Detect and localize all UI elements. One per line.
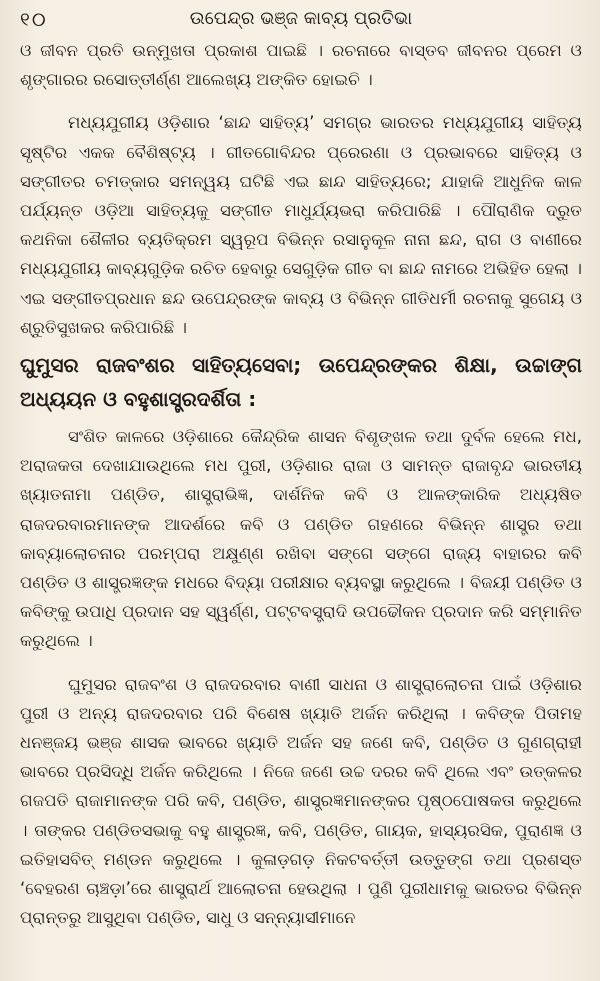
- paragraph-royal-courts: ସଂଶିତ କାଳରେ ଓଡ଼ିଶାରେ କୈନ୍ଦ୍ରିକ ଶାସନ ବିଶୃଙ୍ଖଳ ତଥା ଦୁର୍ବଳ ହେଲେ ମଧ, ଅରାଜକତା ଦେଖାଯାଉଥିଲେ ମଧ ପୁରୀ, ଓଡ଼ିଶାର ରାଜା ଓ ସାମନ୍ତ ରାଜାବୃନ୍ଦ ଭାରତୀୟ ଖ୍ୟାତନାମା ପଣ୍ଡିତ, ଶାସ୍ତ୍ରାଭିଜ୍ଞ, ଦାର୍ଶନିକ କବି ଓ ଆଳଙ୍କାରିକ ଅଧ୍ୟଷିତ ରାଜଦରବାରମାନଙ୍କ ଆଦର୍ଶରେ କବି ଓ ପଣ୍ଡିତ ଗହଣରେ ବିଭିନ୍ନ ଶାସ୍ତ୍ର ତଥା କାବ୍ୟାଲୋଚନାର ପରମ୍ପରା ଅକ୍ଷୁଣ୍ଣ ରଖିବା ସଙ୍ଗେ ସଙ୍ଗେ ରାଜ୍ୟ ବାହାରର କବି ପଣ୍ଡିତ ଓ ଶାସ୍ତ୍ରଜ୍ଞଙ୍କ ମଧରେ ବିଦ୍ୟା ପରୀକ୍ଷାର ବ୍ୟବସ୍ଥା କରୁଥିଲେ । ବିଜୟୀ ପଣ୍ଡିତ ଓ କବିଙ୍କୁ ଉପାଧି ପ୍ରଦାନ ସହ ସ୍ୱର୍ଣ୍ଣ, ପଟ୍ଟବସ୍ତ୍ରାଦି ଉପଢୌକନ ପ୍ରଦାନ କରି ସମ୍ମାନିତ କରୁଥିଲେ ।: [20, 427, 582, 651]
- page-header: [20, 0, 582, 36]
- page-body: [20, 36, 582, 932]
- paragraph-continued: ଓ ଜୀବନ ପ୍ରତି ଉନ୍ମୁଖତା ପ୍ରକାଶ ପାଇଛି । ରଚନାରେ ବାସ୍ତବ ଜୀବନର ପ୍ରେମ ଓ ଶୃଙ୍ଗାରର ରସୋତ୍ତୀର୍ଣ୍ଣ ଆଲେଖ୍ୟ ଅଙ୍କିତ ହୋଇଚି ।: [20, 41, 582, 90]
- running-title: ଉପେନ୍ଦ୍ର ଭଞ୍ଜ କାବ୍ୟ ପ୍ରତିଭା: [189, 8, 413, 29]
- paragraph-ghumusar-dynasty: ଘୁମୁସର ରାଜବଂଶ ଓ ରାଜଦରବାର ବାଣୀ ସାଧନା ଓ ଶାସ୍ତ୍ରାଲୋଚନା ପାଇଁ ଓଡ଼ିଶାର ପୁରୀ ଓ ଅନ୍ୟ ରାଜଦରବାର ପରି ବିଶେଷ ଖ୍ୟାତି ଅର୍ଜନ କରିଥିଲା । କବିଙ୍କ ପିତାମହ ଧନଞ୍ଜୟ ଭଞ୍ଜ ଶାସକ ଭାବରେ ଖ୍ୟାତି ଅର୍ଜନ ସହ ଜଣେ କବି, ପଣ୍ଡିତ ଓ ଗୁଣଗ୍ରାହୀ ଭାବରେ ପ୍ରସିଦ୍ଧି ଅର୍ଜନ କରିଥିଲେ । ନିଜେ ଜଣେ ଉଚ୍ଚ ଦରର କବି ଥିଲେ ଏବଂ ଉତ୍କଳର ଗଜପତି ରାଜାମାନଙ୍କ ପରି କବି, ପଣ୍ଡିତ, ଶାସ୍ତ୍ରଜ୍ଞମାନଙ୍କର ପୃଷ୍ଠପୋଷକତା କରୁଥିଲେ । ତାଙ୍କର ପଣ୍ଡିତସଭାକୁ ବହୁ ଶାସ୍ତ୍ରଜ୍ଞ, କବି, ପଣ୍ଡିତ, ଗାୟକ, ହାସ୍ୟରସିକ, ପୁରାଣଜ୍ଞ ଓ ଇତିହାସବିତ୍ ମଣ୍ଡନ କରୁଥିଲେ । କୁଳାଡ଼ଗଡ଼ ନିକଟବର୍ତ୍ତୀ ଉତ୍ତୁଙ୍ଗ ତଥା ପ୍ରଶସ୍ତ ‘ବେହରଣ ଚାଞ୍ଚଡ଼ା’ରେ ଶାସ୍ତ୍ରାର୍ଥ ଆଲୋଚନା ହେଉଥିଲା । ପୁଣି ପୁରୀଧାମକୁ ଭାରତର ବିଭିନ୍ନ ପ୍ରାନ୍ତରୁ ଆସୁଥିବା ପଣ୍ଡିତ, ସାଧୁ ଓ ସନ୍ନ୍ୟାସୀମାନେ: [20, 674, 582, 928]
- paragraph-chhanda-literature: ମଧ୍ୟଯୁଗୀୟ ଓଡ଼ିଶାର ‘ଛାନ୍ଦ ସାହିତ୍ୟ’ ସମଗ୍ର ଭାରତର ମଧ୍ୟଯୁଗୀୟ ସାହିତ୍ୟ ସୃଷ୍ଟିର ଏକକ ବୈଶିଷ୍ଟ୍ୟ । ଗୀତଗୋବିନ୍ଦର ପ୍ରେରଣା ଓ ପ୍ରଭାବରେ ସାହିତ୍ୟ ଓ ସଙ୍ଗୀତର ଚମତ୍କାର ସମନ୍ୱୟ ଘଟିଛି ଏଇ ଛାନ୍ଦ ସାହିତ୍ୟରେ; ଯାହାକି ଆଧୁନିକ କାଳ ପର୍ଯ୍ୟନ୍ତ ଓଡ଼ିଆ ସାହିତ୍ୟକୁ ସଙ୍ଗୀତ ମାଧୁର୍ଯ୍ୟଭରା କରିପାରିଛି । ପୌରାଣିକ ଦ୍ରୁତ କଥନିକା ଶୈଳୀର ବ୍ୟତିକ୍ରମ ସ୍ୱରୂପ ବିଭିନ୍ନ ରସାନୁକୂଳ ନାନା ଛନ୍ଦ, ରାଗ ଓ ବାଣୀରେ ମଧ୍ୟଯୁଗୀୟ କାବ୍ୟଗୁଡ଼ିକ ରଚିତ ହେବାରୁ ସେଗୁଡ଼ିକ ଗୀତ ବା ଛାନ୍ଦ ନାମରେ ଅଭିହିତ ହେଲା । ଏଇ ସଙ୍ଗୀତପ୍ରଧାନ ଛନ୍ଦ ଉପେନ୍ଦ୍ରଙ୍କ କାବ୍ୟ ଓ ବିଭିନ୍ନ ଗୀତିଧର୍ମୀ ରଚନାକୁ ସୁଗେୟ ଓ ଶ୍ରୁତିସୁଖକର କରିପାରିଛି ।: [20, 113, 582, 337]
- page-number: ୧୦: [20, 9, 48, 31]
- section-heading: ଘୁମୁସର ରାଜବଂଶର ସାହିତ୍ୟସେବା; ଉପେନ୍ଦ୍ରଙ୍କର ଶିକ୍ଷା, ଉଚ୍ଚାଙ୍ଗ ଅଧ୍ୟୟନ ଓ ବହୁଶାସ୍ତ୍ରଦର୍ଶିତା :: [20, 353, 582, 412]
